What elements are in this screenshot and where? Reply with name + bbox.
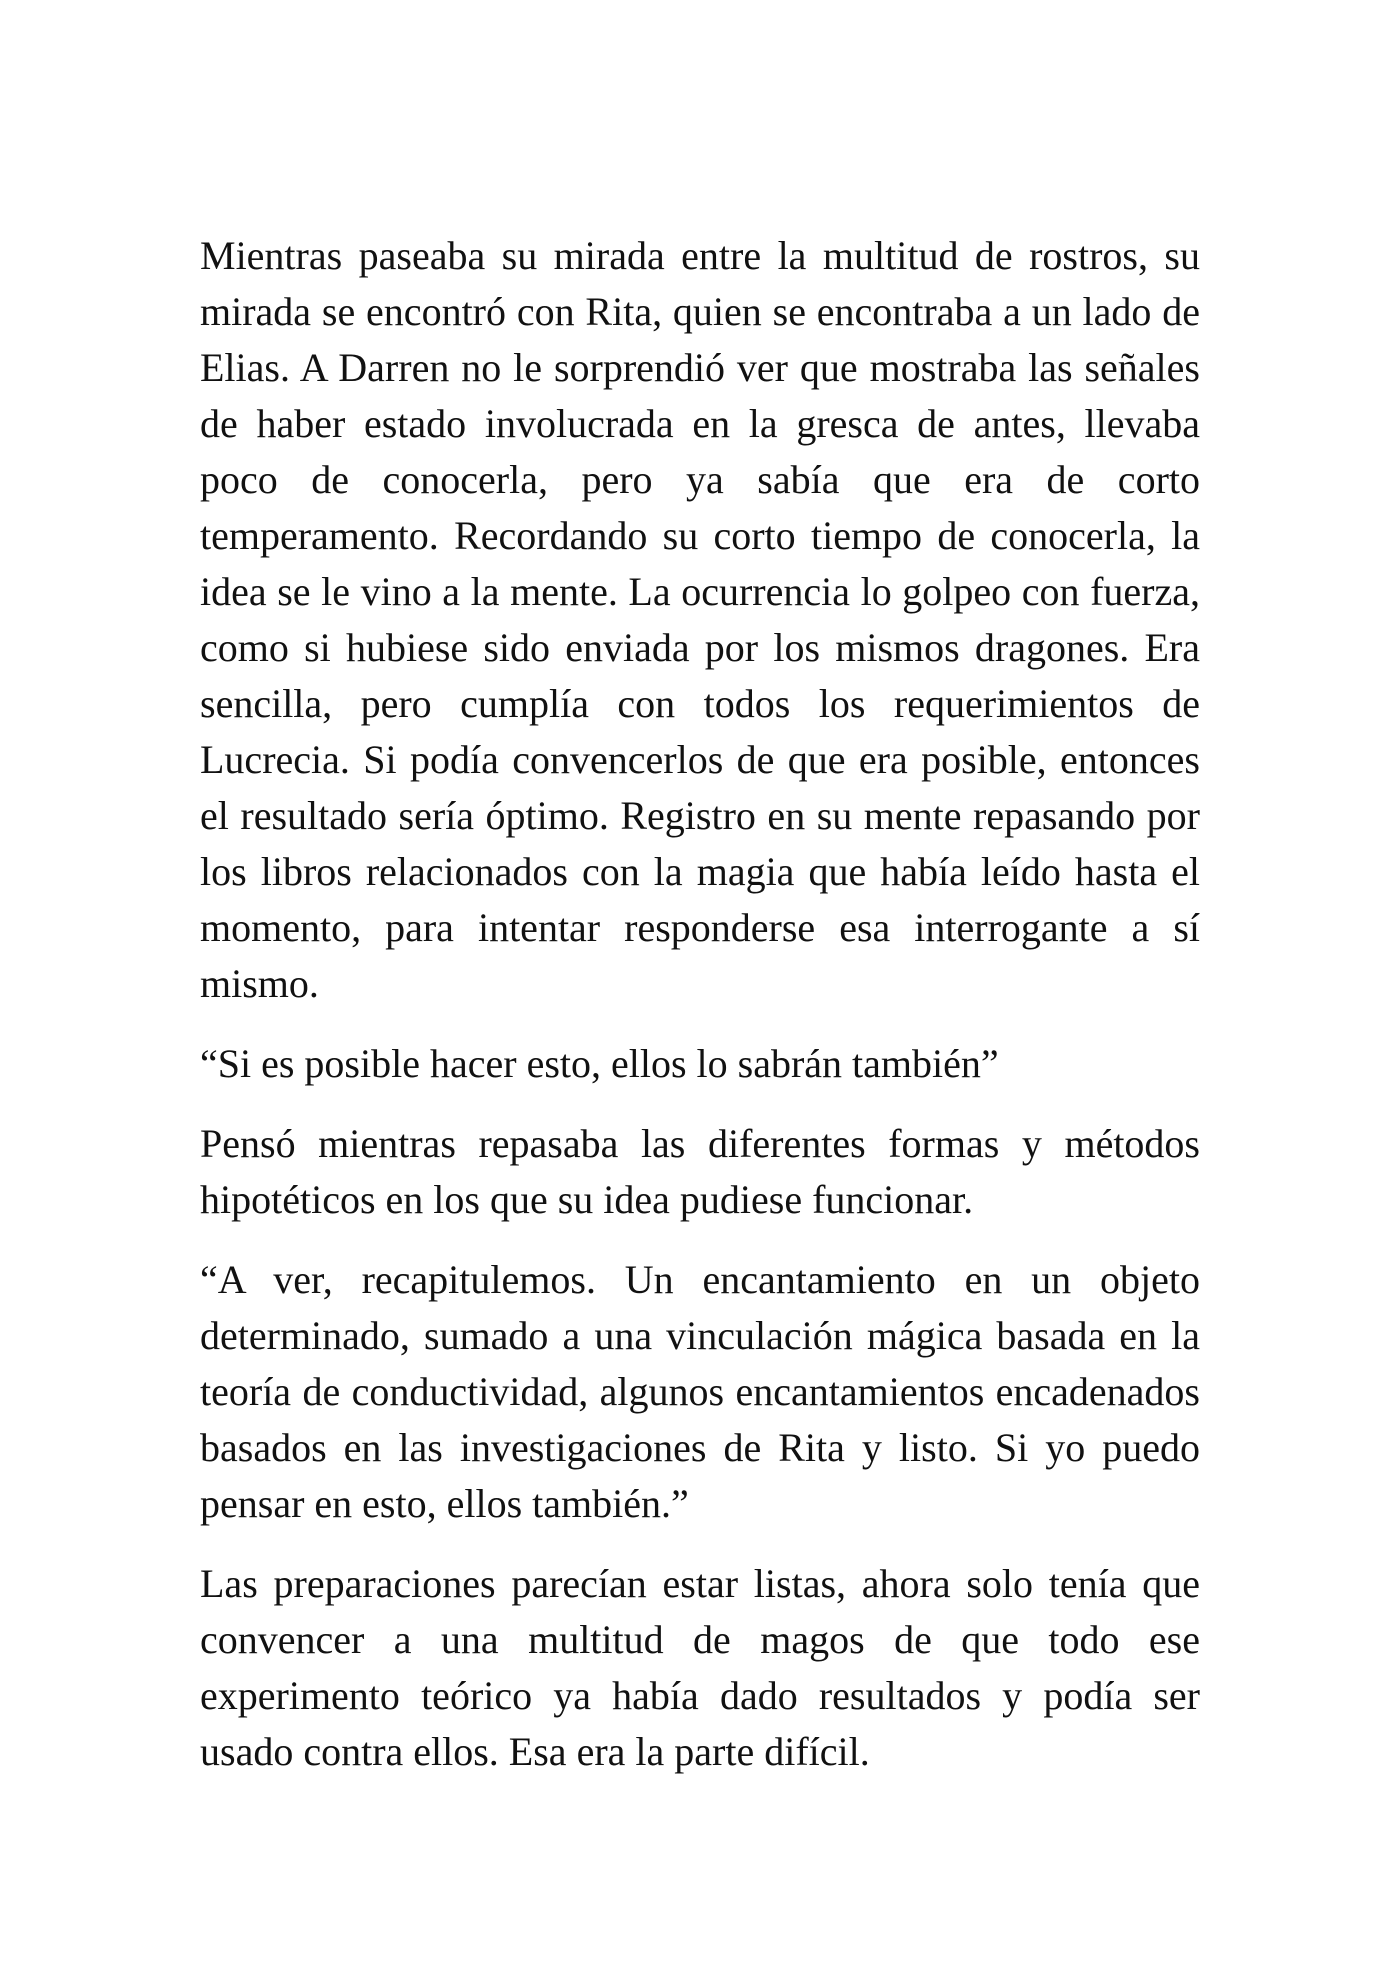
paragraph-2-quote: “Si es posible hacer esto, ellos lo sabrán también” — [200, 1041, 999, 1086]
paragraph-4-quote: “A ver, recapitulemos. Un encantamiento en un objeto determinado, sumado a una vinculación mágica basada en la teoría de conductividad, algunos encantamientos encadenados basados en las investigaciones de Rita y listo. Si yo puedo pensar en esto, ellos también.” — [200, 1257, 1200, 1526]
paragraph-3: Pensó mientras repasaba las diferentes formas y métodos hipotéticos en los que su idea pudiese funcionar. — [200, 1121, 1200, 1222]
paragraph-1: Mientras paseaba su mirada entre la multitud de rostros, su mirada se encontró con Rita, quien se encontraba a un lado de Elias. A Darren no le sorprendió ver que mostraba las señales de haber estado involucrada en la gresca de antes, llevaba poco de conocerla, pero ya sabía que era de corto temperamento. Recordando su corto tiempo de conocerla, la idea se le vino a la mente. La ocurrencia lo golpeo con fuerza, como si hubiese sido enviada por los mismos dragones. Era sencilla, pero cumplía con todos los requerimientos de Lucrecia. Si podía convencerlos de que era posible, entonces el resultado sería óptimo. Registro en su mente repasando por los libros relacionados con la magia que había leído hasta el momento, para intentar responderse esa interrogante a sí mismo. — [200, 233, 1200, 1006]
body-text — [200, 228, 1200, 1804]
paragraph-5: Las preparaciones parecían estar listas, ahora solo tenía que convencer a una multitud de magos de que todo ese experimento teórico ya había dado resultados y podía ser usado contra ellos. Esa era la parte difícil. — [200, 1561, 1200, 1774]
